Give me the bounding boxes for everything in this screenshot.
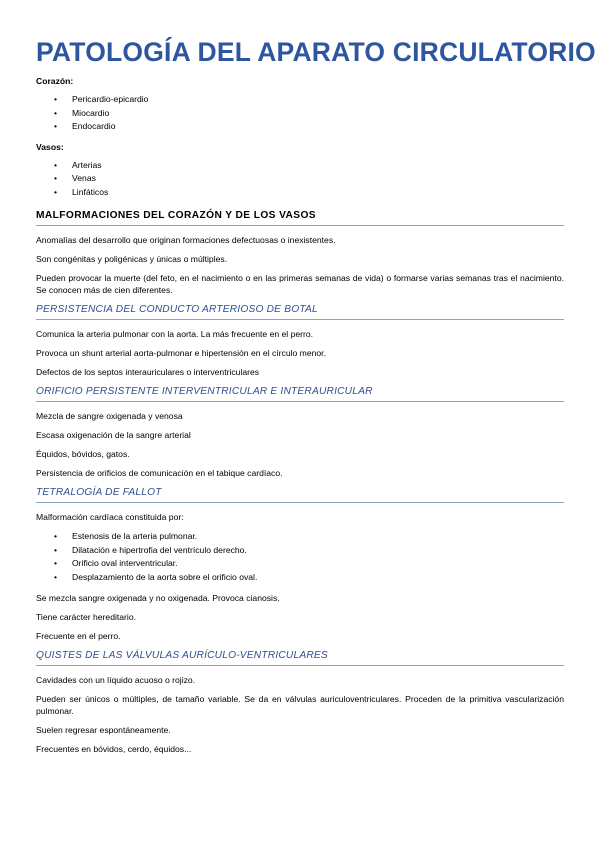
paragraph: Anomalías del desarrollo que originan formaciones defectuosas o inexistentes. (36, 235, 336, 245)
paragraph: Cavidades con un líquido acuoso o rojizo. (36, 675, 196, 685)
list-item: • Estenosis de la arteria pulmonar. (72, 530, 564, 544)
heading-fallot: TETRALOGÍA DE FALLOT (36, 486, 564, 503)
paragraph: Escasa oxigenación de la sangre arterial (36, 430, 191, 440)
fallot-list (36, 530, 564, 584)
paragraph: Comunica la arteria pulmonar con la aorta. La más frecuente en el perro. (36, 329, 314, 339)
paragraph: Équidos, bóvidos, gatos. (36, 449, 130, 459)
paragraph: Defectos de los septos interauriculares o interventriculares (36, 367, 260, 377)
paragraph: Malformación cardíaca constituida por: (36, 512, 184, 522)
list-item: • Miocardio (72, 107, 564, 121)
heading-malformaciones: MALFORMACIONES DEL CORAZÓN Y DE LOS VASOS (36, 209, 564, 226)
page-title: PATOLOGÍA DEL APARATO CIRCULATORIO (36, 37, 596, 67)
vasos-label: Vasos: (36, 141, 64, 152)
paragraph: Pueden ser únicos o múltiples, de tamaño variable. Se da en válvulas auriculoventriculares. Proceden de la primitiva vascularización pulmonar. (36, 694, 564, 716)
paragraph: Tiene carácter hereditario. (36, 612, 136, 622)
paragraph: Frecuente en el perro. (36, 631, 121, 641)
list-item: • Venas (72, 172, 564, 186)
list-item: • Desplazamiento de la aorta sobre el orificio oval. (72, 571, 564, 585)
list-item: • Arterias (72, 159, 564, 173)
paragraph: Provoca un shunt arterial aorta-pulmonar e hipertensión en el círculo menor. (36, 348, 326, 358)
paragraph: Mezcla de sangre oxigenada y venosa (36, 411, 183, 421)
paragraph: Frecuentes en bóvidos, cerdo, équidos... (36, 744, 192, 754)
heading-quistes: QUISTES DE LAS VÁLVULAS AURÍCULO-VENTRICULARES (36, 649, 564, 666)
corazon-label: Corazón: (36, 76, 74, 86)
list-item: • Linfáticos (72, 186, 564, 200)
paragraph: Se mezcla sangre oxigenada y no oxigenada. Provoca cianosis. (36, 593, 280, 603)
paragraph: Son congénitas y poligénicas y únicas o múltiples. (36, 254, 228, 264)
paragraph: Persistencia de orificios de comunicación en el tabique cardíaco. (36, 468, 283, 478)
paragraph: Pueden provocar la muerte (del feto, en el nacimiento o en las primeras semanas de vida) o formarse varias semanas tras el nacimiento. Se conocen más de cien diferentes. (36, 273, 564, 295)
paragraph: Suelen regresar espontáneamente. (36, 725, 171, 735)
heading-botal: PERSISTENCIA DEL CONDUCTO ARTERIOSO DE BOTAL (36, 303, 564, 320)
vasos-list (36, 159, 564, 200)
corazon-list (36, 93, 564, 134)
list-item: • Pericardio-epicardio (72, 93, 564, 107)
list-item: • Orificio oval interventricular. (72, 557, 564, 571)
list-item: • Dilatación e hipertrofia del ventrículo derecho. (72, 544, 564, 558)
list-item: • Endocardio (72, 120, 564, 134)
heading-orificio: ORIFICIO PERSISTENTE INTERVENTRICULAR E INTERAURICULAR (36, 385, 564, 402)
